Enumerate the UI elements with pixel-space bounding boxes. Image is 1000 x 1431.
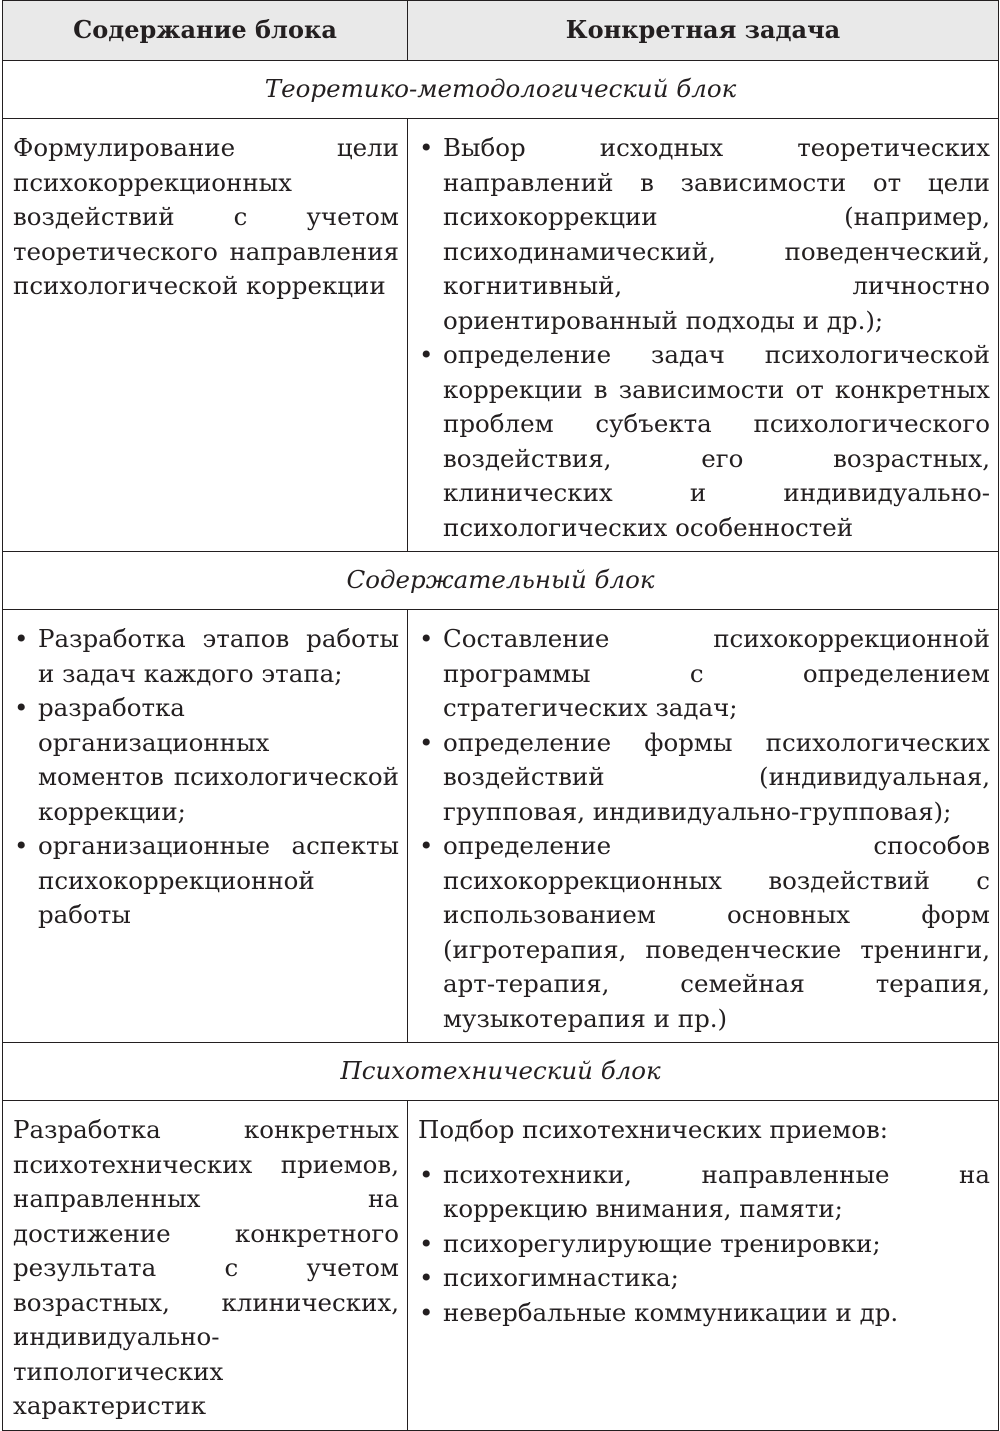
bullet-icon: • <box>419 1228 434 1258</box>
list-item: • психогимнастика; <box>418 1261 990 1296</box>
bullet-icon: • <box>419 624 434 653</box>
list-item: • Выбор исходных теоретических направлений в зависимости от цели психокоррекции (например, психодинамический, поведенческий, когнитивный, личностно ориентированный подходы и др.); <box>419 133 990 335</box>
list-item: • разработка организационных моментов психологической коррекции; <box>14 693 399 826</box>
left-cell <box>3 1101 408 1431</box>
right-cell <box>408 610 999 1043</box>
table-row <box>3 610 999 1043</box>
cell-lead-text: Подбор психотехнических приемов: <box>418 1115 889 1144</box>
bullet-list <box>418 131 990 545</box>
header-row <box>3 1 999 61</box>
section-row <box>3 61 999 119</box>
bullet-icon: • <box>14 831 29 860</box>
right-cell <box>408 1101 999 1431</box>
psychocorrection-table <box>2 0 999 1431</box>
section-title-theoretical: Теоретико-методологический блок <box>3 61 999 119</box>
list-item: • определение способов психокоррекционных воздействий с использованием основных форм (игротерапия, поведенческие тренинги, арт-терапия, семейная терапия, музыкотерапия и пр.) <box>419 831 990 1033</box>
bullet-icon: • <box>14 693 29 722</box>
cell-text: Разработка конкретных психотехнических приемов, направленных на достижение конкретного результата с учетом возрастных, клинических, индивидуально-типологических характеристик <box>13 1115 399 1420</box>
bullet-list <box>418 622 990 1036</box>
bullet-list <box>13 622 399 933</box>
list-item: • Разработка этапов работы и задач каждого этапа; <box>14 624 399 688</box>
bullet-icon: • <box>419 1159 434 1189</box>
bullet-icon: • <box>419 1263 434 1292</box>
bullet-icon: • <box>419 340 434 369</box>
section-row <box>3 552 999 610</box>
bullet-icon: • <box>419 1297 434 1327</box>
list-item: • определение задач психологической коррекции в зависимости от конкретных проблем субъекта психологического воздействия, его возрастных, клинических и индивидуально-психологических особенностей <box>419 340 990 542</box>
list-item: • Составление психокоррекционной программы с определением стратегических задач; <box>419 624 990 722</box>
bullet-icon: • <box>14 624 29 653</box>
header-specific-task: Конкретная задача <box>408 1 999 61</box>
list-item: • определение формы психологических воздействий (индивидуальная, групповая, индивидуально-групповая); <box>419 727 990 826</box>
header-block-content: Содержание блока <box>3 1 408 61</box>
list-item: • организационные аспекты психокоррекционной работы <box>14 831 399 929</box>
list-item: • психорегулирующие тренировки; <box>418 1227 990 1262</box>
left-cell <box>3 610 408 1043</box>
list-item: • психотехники, направленные на коррекцию внимания, памяти; <box>419 1159 990 1223</box>
bullet-icon: • <box>419 133 434 162</box>
list-item: • невербальные коммуникации и др. <box>418 1296 990 1331</box>
cell-text: Формулирование цели психокоррекционных воздействий с учетом теоретического направления психологической коррекции <box>13 133 399 300</box>
bullet-list <box>418 1158 990 1331</box>
table-row <box>3 119 999 552</box>
section-row <box>3 1043 999 1101</box>
right-cell <box>408 119 999 552</box>
bullet-icon: • <box>419 831 434 860</box>
section-title-content: Содержательный блок <box>3 552 999 610</box>
table-row <box>3 1101 999 1431</box>
section-title-psychotechnical: Психотехнический блок <box>3 1043 999 1101</box>
left-cell <box>3 119 408 552</box>
bullet-icon: • <box>419 727 434 757</box>
